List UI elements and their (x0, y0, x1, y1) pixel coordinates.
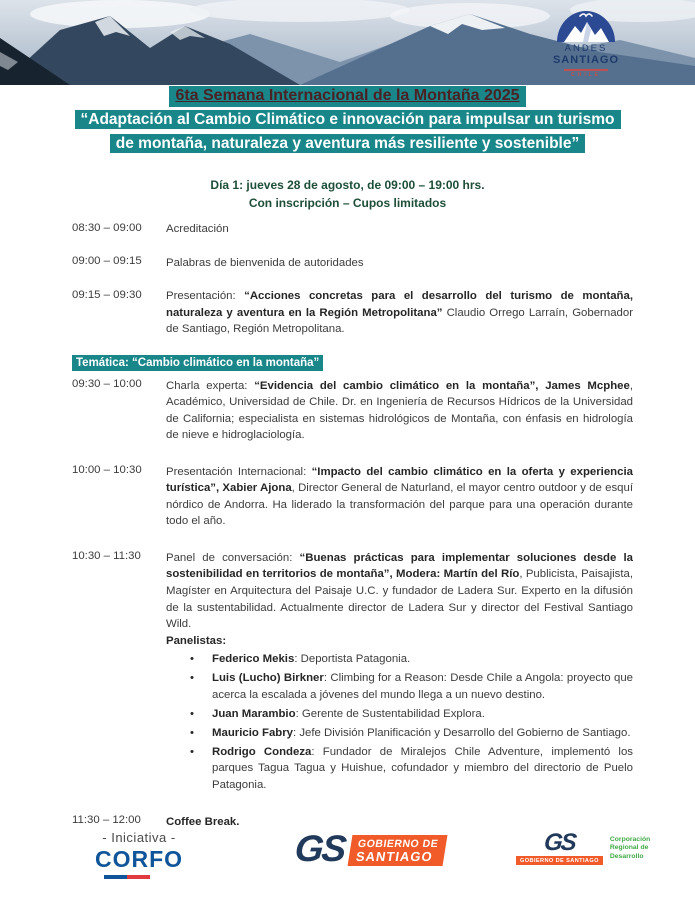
schedule-list (72, 221, 633, 847)
corfo-wordmark: CORFO (94, 846, 184, 872)
panelist-item (190, 725, 633, 742)
panelist-item (190, 651, 633, 668)
bullet-icon: • (190, 726, 194, 739)
corfo-flag-red-segment (127, 875, 150, 879)
andes-logo-country: CHILE (571, 71, 601, 78)
schedule-time: 09:30 – 10:00 (72, 378, 142, 391)
day-info-line1: Día 1: jueves 28 de agosto, de 09:00 – 19:00 hrs. (210, 178, 485, 192)
schedule-time: 11:30 – 12:00 (72, 814, 141, 827)
page-subtitle-row (70, 108, 626, 156)
schedule-time: 09:00 – 09:15 (72, 255, 142, 268)
bullet-icon: • (190, 653, 194, 666)
schedule-time: 08:30 – 09:00 (72, 221, 142, 234)
page-subtitle: “Adaptación al Cambio Climático e innovación para impulsar un turismo de montaña, naturaleza y aventura más resiliente y sostenible” (75, 110, 621, 153)
page-title-row (0, 86, 695, 107)
bullet-icon: • (190, 672, 194, 685)
schedule-row-presentacion-internacional (72, 464, 633, 530)
panelist-text: Juan Marambio: Gerente de Sustentabilidad Explora. (212, 707, 485, 720)
andes-logo-name-bottom: SANTIAGO (552, 53, 620, 66)
gs-crd-org-line1: Corporación (609, 835, 651, 843)
gs-corporacion-regional-logo (516, 829, 651, 865)
schedule-time: 10:30 – 11:30 (72, 550, 141, 563)
panelists-list (166, 651, 633, 793)
corfo-flag-line (104, 875, 150, 879)
corfo-tagline: - Iniciativa - (102, 830, 176, 845)
page-title: 6ta Semana Internacional de la Montaña 2025 (169, 86, 525, 107)
gobierno-santiago-logo (292, 828, 446, 869)
panelist-text: Federico Mekis: Deportista Patagonia. (212, 653, 411, 666)
gs-flag-line1: GOBIERNO DE (357, 838, 440, 850)
panelist-item (190, 670, 633, 703)
corfo-logo (84, 830, 194, 879)
schedule-description: Presentación Internacional: “Impacto del cambio climático en la oferta y experiencia turística”, Xabier Ajona, Director General de Naturland, el mayor centro outdoor y de esquí nórdico de Andorra. Ha liderado la transformación del parque para una operación durante todo el año. (166, 465, 633, 528)
schedule-time: 09:15 – 09:30 (72, 288, 142, 301)
schedule-row-presentacion-gobernador (72, 288, 633, 338)
schedule-description: Palabras de bienvenida de autoridades (166, 256, 364, 269)
bullet-icon: • (190, 707, 194, 720)
panelist-text: Luis (Lucho) Birkner: Climbing for a Reason: Desde Chile a Angola: proyecto que acerca la escalada a jóvenes del mundo llega a un nuevo destino. (212, 672, 633, 701)
panelist-item (190, 744, 633, 794)
gs-crd-mark (516, 829, 603, 865)
panelists-label: Panelistas: (166, 634, 227, 647)
footer (0, 820, 695, 900)
bullet-icon: • (190, 745, 194, 758)
header (0, 86, 695, 212)
schedule-description: Charla experta: “Evidencia del cambio climático en la montaña”, James Mcphee, Académico, Universidad de Chile. Dr. en Ingeniería de Recursos Hídricos de la Universidad de California; especialista en sistemas hidrológicos de Montaña, con énfasis en hidrología de nieve e hidroglaciología. (166, 379, 633, 442)
schedule-time: 10:00 – 10:30 (72, 464, 142, 477)
schedule-description (152, 550, 633, 796)
gs-crd-monogram: GS (542, 829, 577, 856)
panelist-item (190, 706, 633, 723)
panelist-text: Rodrigo Condeza: Fundador de Miralejos Chile Adventure, implementó los parques Tagua Tagua y Huishue, cofundador y miembro del directorio de Puelo Patagonia. (212, 745, 633, 791)
day-info-block (0, 176, 695, 212)
andes-logo-dome-icon (557, 6, 615, 42)
gs-crd-org-line3: Desarrollo (609, 852, 644, 860)
andes-logo-red-rule (564, 69, 608, 71)
gs-flag-line2: SANTIAGO (355, 849, 435, 864)
schedule-description: Presentación: “Acciones concretas para el desarrollo del turismo de montaña, naturaleza y aventura en la Región Metropolitana” Claudio Orrego Larraín, Gobernador de Santiago, Región Metropolitana. (166, 290, 633, 336)
schedule-row-bienvenida (72, 255, 633, 272)
section-heading-tematica: Temática: “Cambio climático en la montaña” (72, 355, 323, 371)
schedule-row-charla-experta (72, 378, 633, 444)
schedule-row-acreditacion (72, 221, 633, 238)
corfo-flag-blue-segment (104, 875, 127, 879)
gs-crd-orange-bar: GOBIERNO DE SANTIAGO (516, 856, 603, 865)
andes-santiago-logo (551, 6, 621, 78)
mountain-banner-image (0, 0, 695, 85)
day-info-line2: Con inscripción – Cupos limitados (248, 196, 447, 210)
schedule-description: Coffee Break. (166, 815, 240, 828)
gs-crd-org-line2: Regional de (609, 844, 649, 852)
andes-logo-name-top: ANDES (564, 43, 608, 54)
gs-crd-org-name (610, 836, 650, 862)
panel-intro-text: Panel de conversación: “Buenas prácticas para implementar soluciones desde la sostenibilidad en territorios de montaña”, Modera: Martín del Río, Publicista, Paisajista, Magíster en Arquitectura del Paisaje U.C. y fundador de Ladera Sur. Experto en la difusión de la sustentabilidad. Actualmente director de Ladera Sur y director del Festival Santiago Wild. (166, 551, 633, 631)
schedule-row-panel (72, 550, 633, 796)
panelist-text: Mauricio Fabry: Jefe División Planificación y Desarrollo del Gobierno de Santiago. (212, 726, 631, 739)
gs-monogram: GS (292, 828, 347, 869)
section-heading-row (72, 353, 633, 375)
gs-flag-banner (348, 835, 448, 866)
schedule-description: Acreditación (166, 223, 229, 235)
